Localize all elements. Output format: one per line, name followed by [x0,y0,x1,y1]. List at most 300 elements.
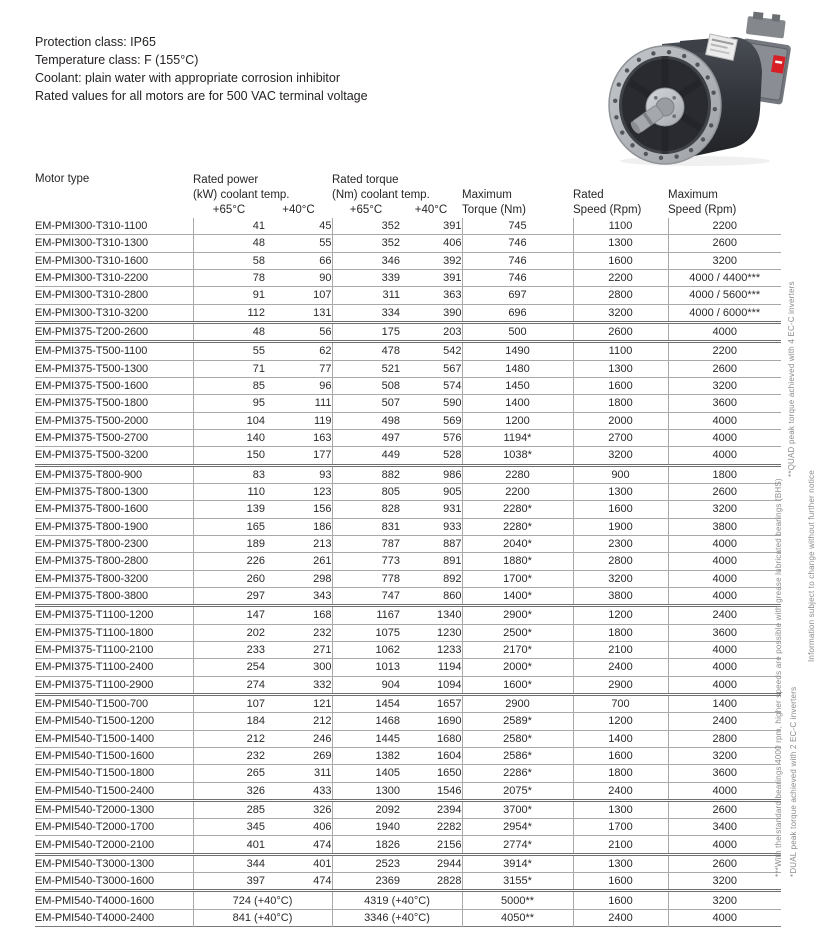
rated-power-65-cell: 254 [193,659,265,676]
header-rated-speed-line2: Speed (Rpm) [573,204,642,216]
table-row [35,800,781,818]
rated-torque-65-cell: 805 [332,483,400,500]
motor-type-cell: EM-PMI540-T1500-700 [35,698,149,711]
rated-power-65-cell: 41 [193,218,265,235]
table-row [35,730,781,747]
info-line-coolant: Coolant: plain water with appropriate corrosion inhibitor [35,71,341,85]
rated-torque-65-cell: 508 [332,377,400,394]
rated-torque-65-cell: 497 [332,429,400,446]
rated-power-65-cell: 202 [193,624,265,641]
rated-torque-65-cell: 1013 [332,659,400,676]
max-torque-cell: 2200 [462,483,573,500]
motor-type-cell: EM-PMI300-T310-2800 [35,289,149,302]
rated-power-40-cell: 111 [314,397,332,410]
max-torque-cell: 1880* [462,553,573,570]
max-torque-cell: 746 [462,269,573,286]
rated-power-40-cell: 56 [319,326,332,339]
rated-torque-65-cell: 1382 [332,747,400,764]
max-torque-cell: 1480 [462,360,573,377]
motor-type-cell: EM-PMI375-T800-1900 [35,520,149,533]
table-row [35,624,781,641]
max-torque-cell: 4050** [462,909,573,926]
rated-power-40-cell: 66 [319,254,332,267]
rated-speed-cell: 1100 [573,218,668,235]
max-torque-cell: 1400* [462,587,573,605]
max-speed-cell: 4000 [668,553,781,570]
rated-torque-40-cell: 569 [443,414,462,427]
rated-torque-40-cell: 1604 [437,750,462,762]
table-row [35,235,781,252]
rated-power-40-cell: 131 [313,306,332,319]
max-torque-cell: 1600* [462,676,573,694]
max-speed-cell: 4000 [668,412,781,429]
max-speed-cell: 3600 [668,624,781,641]
rated-power-65-cell: 184 [193,713,265,730]
rated-torque-65-cell: 778 [332,570,400,587]
motor-spec-table [35,172,781,927]
table-row [35,377,781,394]
rated-power-65-cell: 91 [193,287,265,304]
rated-power-65-cell: 297 [193,587,265,605]
rated-speed-cell: 3200 [573,304,668,322]
max-torque-cell: 2040* [462,535,573,552]
motor-type-cell: EM-PMI540-T1500-1200 [35,715,155,728]
rated-speed-cell: 2100 [573,641,668,658]
rated-speed-cell: 2300 [573,535,668,552]
table-row [35,694,781,712]
table-row [35,304,781,322]
header-spacer-2 [573,172,668,188]
max-torque-cell: 2500* [462,624,573,641]
max-torque-cell: 746 [462,252,573,269]
info-line-temperature-class: Temperature class: F (155°C) [35,53,199,67]
rated-torque-65-cell: 449 [332,447,400,465]
header-max-speed-line2: Speed (Rpm) [668,204,737,216]
max-speed-cell: 4000 / 6000*** [668,304,781,322]
rated-power-40-cell: 90 [319,272,332,285]
rated-speed-cell: 1300 [573,235,668,252]
motor-type-cell: EM-PMI540-T2000-1300 [35,803,155,816]
header-spacer-1 [462,172,573,188]
rated-torque-65-cell: 339 [332,269,400,286]
header-motor-type: Motor type [35,173,90,185]
rated-torque-40-cell: 576 [443,432,462,445]
motor-photo-illustration [600,10,795,168]
rated-speed-cell: 2800 [573,553,668,570]
rated-power-40-cell: 271 [313,644,332,657]
rated-speed-cell: 2200 [573,269,668,286]
motor-type-cell: EM-PMI300-T310-1100 [35,220,148,233]
footnote-quad-peak-torque: **QUAD peak torque achieved with 4 EC-C inverters [787,281,796,477]
max-speed-cell: 3200 [668,747,781,764]
rated-torque-65-cell: 882 [332,465,400,483]
max-torque-cell: 746 [462,235,573,252]
max-speed-cell: 4000 [668,535,781,552]
max-speed-cell: 3200 [668,377,781,394]
max-speed-cell: 4000 [668,447,781,465]
max-torque-cell: 5000** [462,891,573,909]
motor-type-cell: EM-PMI375-T800-900 [35,468,143,481]
rated-power-40-cell: 186 [313,520,332,533]
max-speed-cell: 4000 [668,676,781,694]
rated-power-65-cell: 397 [193,873,265,891]
rated-power-65-cell: 274 [193,676,265,694]
rated-torque-40-cell: 860 [443,590,462,603]
motor-type-cell: EM-PMI375-T200-2600 [35,326,149,339]
header-power-coolant: (kW) coolant temp. [193,189,290,201]
max-speed-cell: 3800 [668,518,781,535]
rated-power-65-cell: 48 [193,322,265,341]
max-speed-cell: 2200 [668,342,781,360]
rated-power-65-cell: 401 [193,836,265,854]
max-speed-cell: 4000 [668,836,781,854]
rated-power-65-cell: 233 [193,641,265,658]
motor-top-bracket [746,11,787,38]
rated-power-40-cell: 213 [313,538,332,551]
table-row [35,465,781,483]
rated-speed-cell: 1600 [573,747,668,764]
rated-power-40-cell: 77 [319,362,332,375]
max-torque-cell: 2589* [462,713,573,730]
rated-speed-cell: 3800 [573,587,668,605]
rated-speed-cell: 1600 [573,252,668,269]
rated-speed-cell: 1600 [573,377,668,394]
table-row [35,535,781,552]
motor-type-cell: EM-PMI540-T1500-2400 [35,784,155,797]
motor-type-cell: EM-PMI375-T800-3800 [35,590,149,603]
header-max-torque-line2: Torque (Nm) [462,204,526,216]
rated-torque-40-cell: 892 [443,572,462,585]
rated-power-65-cell: 78 [193,269,265,286]
rated-power-40-cell: 45 [319,220,332,233]
rated-speed-cell: 3200 [573,570,668,587]
max-speed-cell: 4000 / 4400*** [668,269,781,286]
max-speed-cell: 2800 [668,730,781,747]
rated-power-65-cell: 265 [193,765,265,782]
rated-speed-cell: 1300 [573,854,668,872]
max-speed-cell: 3200 [668,252,781,269]
rated-speed-cell: 2600 [573,322,668,341]
table-row [35,287,781,304]
rated-power-40-cell: 123 [313,486,332,499]
max-torque-cell: 2954* [462,819,573,836]
rated-power-40-cell: 55 [319,237,332,250]
table-row [35,553,781,570]
max-torque-cell: 3155* [462,873,573,891]
header-torque-coolant: (Nm) coolant temp. [332,189,430,201]
header-spacer-3 [668,172,781,188]
max-speed-cell: 3200 [668,891,781,909]
table-row [35,570,781,587]
rated-power-40-cell: 163 [313,432,332,445]
rated-torque-40-cell: 2944 [437,857,462,870]
header-torque-40: +40°C [414,204,448,216]
motor-type-cell: EM-PMI375-T800-1300 [35,486,149,499]
rated-power-65-cell: 71 [193,360,265,377]
max-torque-cell: 500 [462,322,573,341]
max-torque-cell: 697 [462,287,573,304]
max-torque-cell: 1490 [462,342,573,360]
rated-speed-cell: 1800 [573,624,668,641]
rated-torque-40-cell: 390 [443,306,462,319]
rated-torque-40-cell: 528 [443,449,462,462]
rated-speed-cell: 2700 [573,429,668,446]
max-torque-cell: 1200 [462,412,573,429]
rated-torque-40-cell: 2156 [437,838,462,851]
rated-power-40-cell: 177 [313,449,332,462]
footnote-standard-bearings: ***With the standard bearings 4000 rpm, higher speeds are possible with grease lubricated bearings (BHS) [774,478,783,877]
max-torque-cell: 3700* [462,800,573,818]
max-torque-cell: 2580* [462,730,573,747]
max-torque-cell: 1450 [462,377,573,394]
motor-type-cell: EM-PMI540-T1500-1600 [35,750,155,762]
rated-torque-65-cell: 1167 [332,606,400,624]
table-row [35,873,781,891]
rated-torque-65-cell: 787 [332,535,400,552]
rated-speed-cell: 900 [573,465,668,483]
table-row [35,713,781,730]
max-torque-cell: 2280 [462,465,573,483]
rated-power-65-cell: 344 [193,854,265,872]
max-speed-cell: 3600 [668,765,781,782]
max-torque-cell: 1700* [462,570,573,587]
rated-torque-40-cell: 1094 [437,678,462,691]
rated-power-40-cell: 96 [319,380,332,393]
max-speed-cell: 1800 [668,465,781,483]
max-speed-cell: 4000 / 5600*** [668,287,781,304]
rated-power-40-cell: 107 [313,289,332,302]
rated-speed-cell: 1300 [573,483,668,500]
rated-power-40-cell: 433 [313,784,332,797]
rated-speed-cell: 1900 [573,518,668,535]
table-row [35,412,781,429]
table-row [35,395,781,412]
motor-type-cell: EM-PMI375-T800-2800 [35,555,149,568]
rated-torque-65-cell: 773 [332,553,400,570]
table-row [35,782,781,800]
rated-speed-cell: 2800 [573,287,668,304]
header-max-speed-line1: Maximum [668,189,718,201]
max-torque-cell: 1194* [462,429,573,446]
header-power-65: +65°C [212,204,246,216]
rated-torque-40-cell: 406 [443,237,462,250]
rated-power-65-cell: 165 [193,518,265,535]
rated-power-65-cell: 140 [193,429,265,446]
header-rated-power: Rated power [193,174,259,186]
rated-power-65-cell: 212 [193,730,265,747]
rated-power-40-cell: 474 [313,875,332,888]
rated-power-40-cell: 332 [313,678,332,691]
rated-torque-65-cell: 478 [332,342,400,360]
rated-torque-40-cell: 590 [443,397,462,410]
rated-power-65-cell: 110 [193,483,265,500]
rated-power-40-cell: 298 [313,572,332,585]
rated-torque-65-cell: 346 [332,252,400,269]
rated-torque-65-cell: 2092 [332,800,400,818]
rated-torque-40-cell: 891 [443,555,462,568]
motor-type-cell: EM-PMI375-T1100-2400 [35,661,154,674]
motor-type-cell: EM-PMI540-T1500-1400 [35,732,155,745]
rated-torque-65-cell: 352 [332,218,400,235]
motor-type-cell: EM-PMI375-T500-1300 [35,362,149,375]
rated-power-40-cell: 474 [313,838,332,851]
rated-power-40-cell: 311 [313,767,332,780]
rated-torque-65-cell: 1405 [332,765,400,782]
spec-table-header [35,172,781,218]
table-row [35,891,781,909]
rated-speed-cell: 3200 [573,447,668,465]
rated-speed-cell: 2900 [573,676,668,694]
max-torque-cell: 2586* [462,747,573,764]
header-rated-torque: Rated torque [332,174,399,186]
max-torque-cell: 3914* [462,854,573,872]
rated-power-40-cell: 232 [313,626,332,639]
rated-speed-cell: 1300 [573,800,668,818]
max-speed-cell: 2400 [668,606,781,624]
rated-power-40-cell: 261 [313,555,332,568]
rated-power-40-cell: 401 [313,857,332,870]
rated-power-65-cell: 104 [193,412,265,429]
rated-power-65-cell: 232 [193,747,265,764]
rated-torque-40-cell: 1230 [437,626,462,639]
table-row [35,819,781,836]
rated-power-65-cell: 58 [193,252,265,269]
rated-power-65-cell: 150 [193,447,265,465]
table-row [35,218,781,235]
rated-torque-40-cell: 1680 [437,732,462,745]
table-row [35,606,781,624]
max-torque-cell: 2280* [462,501,573,518]
rated-torque-65-cell: 175 [332,322,400,341]
rated-torque-40-cell: 567 [443,362,462,375]
rated-torque-40-cell: 905 [443,486,462,499]
max-speed-cell: 1400 [668,694,781,712]
rated-torque-65-cell: 1940 [332,819,400,836]
motor-type-cell: EM-PMI540-T2000-2100 [35,838,155,851]
rated-torque-40-cell: 931 [443,503,462,516]
rated-power-65-cell: 139 [193,501,265,518]
table-row [35,765,781,782]
motor-type-cell: EM-PMI375-T1100-1200 [35,609,154,622]
rated-speed-cell: 1700 [573,819,668,836]
max-speed-cell: 4000 [668,659,781,676]
rated-speed-cell: 1600 [573,891,668,909]
max-torque-cell: 1400 [462,395,573,412]
max-speed-cell: 2200 [668,218,781,235]
max-speed-cell: 4000 [668,782,781,800]
rated-torque-65-cell: 498 [332,412,400,429]
table-row [35,501,781,518]
rated-speed-cell: 1600 [573,501,668,518]
max-torque-cell: 2900* [462,606,573,624]
max-speed-cell: 3200 [668,501,781,518]
rated-torque-65-cell: 828 [332,501,400,518]
rated-power-65-cell: 95 [193,395,265,412]
rated-torque-merged-cell: 3346 (+40°C) [332,909,462,926]
rated-torque-40-cell: 542 [443,345,462,358]
motor-type-cell: EM-PMI375-T800-2300 [35,538,149,551]
rated-torque-65-cell: 521 [332,360,400,377]
rated-power-40-cell: 156 [313,503,332,516]
table-row [35,659,781,676]
rated-power-40-cell: 300 [313,661,332,674]
table-row [35,641,781,658]
max-torque-cell: 2170* [462,641,573,658]
max-torque-cell: 2000* [462,659,573,676]
motor-type-cell: EM-PMI375-T1100-1800 [35,626,154,639]
max-speed-cell: 4000 [668,641,781,658]
motor-type-cell: EM-PMI375-T500-2700 [35,432,149,445]
motor-type-cell: EM-PMI300-T310-1600 [35,254,149,267]
rated-torque-65-cell: 1826 [332,836,400,854]
max-torque-cell: 1038* [462,447,573,465]
max-torque-cell: 2075* [462,782,573,800]
motor-type-cell: EM-PMI540-T3000-1300 [35,857,155,870]
rated-power-40-cell: 343 [313,590,332,603]
rated-torque-40-cell: 363 [443,289,462,302]
rated-speed-cell: 1200 [573,713,668,730]
rated-speed-cell: 1800 [573,765,668,782]
max-torque-cell: 2900 [462,694,573,712]
motor-type-cell: EM-PMI540-T3000-1600 [35,875,155,888]
rated-torque-65-cell: 1445 [332,730,400,747]
header-max-torque-line1: Maximum [462,189,512,201]
rated-torque-merged-cell: 4319 (+40°C) [332,891,462,909]
table-row [35,836,781,854]
max-torque-cell: 2280* [462,518,573,535]
spec-table-body [35,218,781,927]
table-row [35,360,781,377]
rated-speed-cell: 1400 [573,730,668,747]
rated-power-40-cell: 93 [319,468,332,481]
max-speed-cell: 2600 [668,854,781,872]
motor-type-cell: EM-PMI375-T500-1800 [35,397,149,410]
max-torque-cell: 745 [462,218,573,235]
motor-type-cell: EM-PMI375-T500-2000 [35,414,149,427]
rated-torque-65-cell: 2369 [332,873,400,891]
rated-speed-cell: 1800 [573,395,668,412]
max-torque-cell: 696 [462,304,573,322]
max-speed-cell: 2600 [668,360,781,377]
rated-speed-cell: 1300 [573,360,668,377]
rated-torque-40-cell: 574 [443,380,462,393]
table-row [35,909,781,926]
motor-type-cell: EM-PMI375-T500-1100 [35,345,148,358]
rated-power-65-cell: 83 [193,465,265,483]
rated-torque-40-cell: 392 [443,254,462,267]
rated-torque-65-cell: 1062 [332,641,400,658]
max-torque-cell: 2286* [462,765,573,782]
motor-photo [600,10,795,168]
table-row [35,676,781,694]
rated-torque-40-cell: 1650 [437,767,462,780]
info-line-protection-class: Protection class: IP65 [35,35,156,49]
rated-speed-cell: 2000 [573,412,668,429]
rated-power-65-cell: 112 [193,304,265,322]
rated-power-65-cell: 107 [193,694,265,712]
rated-power-merged-cell: 841 (+40°C) [193,909,332,926]
motor-type-cell: EM-PMI540-T4000-2400 [35,911,155,924]
motor-type-cell: EM-PMI375-T1100-2100 [35,644,154,657]
header-rated-speed-line1: Rated [573,189,604,201]
rated-power-40-cell: 246 [313,732,332,745]
rated-power-40-cell: 168 [313,609,332,622]
max-speed-cell: 3200 [668,873,781,891]
rated-torque-40-cell: 391 [443,220,462,233]
rated-torque-65-cell: 1468 [332,713,400,730]
rated-torque-40-cell: 1690 [437,715,462,728]
rated-torque-40-cell: 1657 [437,698,462,711]
